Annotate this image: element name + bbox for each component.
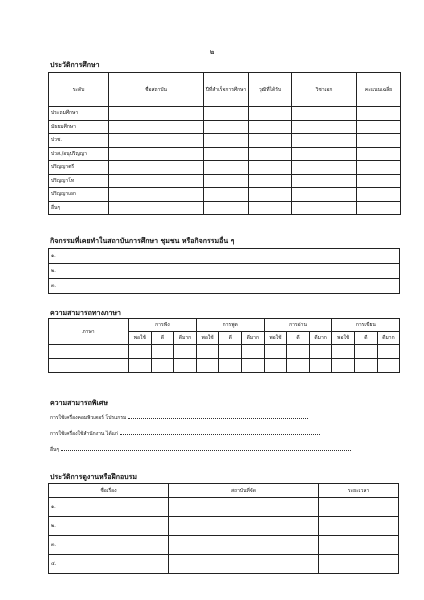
training-number: ๓.	[51, 542, 57, 548]
lang-cell[interactable]	[129, 359, 152, 373]
edu-row	[49, 161, 401, 175]
lang-cell[interactable]	[264, 359, 287, 373]
edu-cell[interactable]	[109, 188, 204, 202]
lang-skill-listening: การฟัง	[129, 319, 197, 332]
edu-cell[interactable]	[357, 107, 401, 121]
lang-level-header: ดีมาก	[377, 332, 400, 345]
edu-header-year: ปีที่สำเร็จการศึกษา	[204, 73, 249, 107]
edu-cell[interactable]	[292, 161, 357, 175]
edu-cell[interactable]	[204, 188, 249, 202]
lang-level-header: พอใช้	[196, 332, 219, 345]
activities-table	[48, 248, 400, 294]
edu-cell[interactable]	[292, 134, 357, 148]
train-header-duration: ระยะเวลา	[319, 484, 399, 498]
edu-row	[49, 188, 401, 202]
special-line-label: อื่นๆ	[50, 447, 60, 453]
edu-cell[interactable]	[109, 134, 204, 148]
activity-number: ๑.	[51, 253, 56, 259]
training-organizer-cell[interactable]	[169, 555, 319, 574]
training-organizer-cell[interactable]	[169, 536, 319, 555]
lang-cell[interactable]	[242, 345, 265, 359]
edu-level-label: ปริญญาตรี	[49, 161, 109, 175]
edu-header-level: ระดับ	[49, 73, 109, 107]
edu-cell[interactable]	[249, 107, 292, 121]
lang-skill-writing: การเขียน	[332, 319, 400, 332]
training-duration-cell[interactable]	[319, 536, 399, 555]
activity-cell[interactable]	[49, 279, 400, 294]
edu-row	[49, 107, 401, 121]
page-number: ๒	[209, 48, 215, 56]
edu-cell[interactable]	[109, 201, 204, 215]
training-topic-cell[interactable]	[49, 555, 169, 574]
training-topic-cell[interactable]	[49, 498, 169, 517]
edu-level-label: ปริญญาโท	[49, 174, 109, 188]
edu-row	[49, 134, 401, 148]
education-section-title: ประวัติการศึกษา	[50, 61, 100, 69]
lang-level-header: ดีมาก	[242, 332, 265, 345]
edu-cell[interactable]	[249, 120, 292, 134]
lang-level-header: พอใช้	[129, 332, 152, 345]
edu-cell[interactable]	[249, 134, 292, 148]
lang-cell[interactable]	[377, 345, 400, 359]
edu-cell[interactable]	[249, 188, 292, 202]
training-row	[49, 517, 399, 536]
lang-cell[interactable]	[377, 359, 400, 373]
edu-level-label: มัธยมศึกษา	[49, 120, 109, 134]
edu-cell[interactable]	[204, 161, 249, 175]
lang-cell[interactable]	[174, 345, 197, 359]
edu-level-label: อื่นๆ	[49, 201, 109, 215]
train-header-organizer: สถาบันที่จัด	[169, 484, 319, 498]
lang-level-header: ดี	[355, 332, 378, 345]
lang-row	[49, 345, 400, 359]
lang-header-language: ภาษา	[49, 319, 129, 345]
training-number: ๔.	[51, 561, 57, 567]
activity-row	[49, 249, 400, 264]
edu-cell[interactable]	[357, 188, 401, 202]
training-table	[48, 483, 399, 574]
edu-cell[interactable]	[292, 120, 357, 134]
edu-cell[interactable]	[357, 161, 401, 175]
edu-cell[interactable]	[109, 147, 204, 161]
training-organizer-cell[interactable]	[169, 498, 319, 517]
edu-cell[interactable]	[292, 147, 357, 161]
edu-cell[interactable]	[357, 147, 401, 161]
activity-number: ๒.	[51, 268, 56, 274]
training-duration-cell[interactable]	[319, 517, 399, 536]
training-number: ๑.	[51, 504, 56, 510]
edu-cell[interactable]	[204, 174, 249, 188]
lang-level-header: ดีมาก	[174, 332, 197, 345]
lang-cell[interactable]	[196, 359, 219, 373]
special-line-blank[interactable]	[120, 430, 320, 435]
edu-header-degree: วุฒิที่ได้รับ	[249, 73, 292, 107]
training-duration-cell[interactable]	[319, 498, 399, 517]
lang-level-header: ดี	[151, 332, 174, 345]
lang-cell[interactable]	[49, 345, 129, 359]
edu-cell[interactable]	[204, 201, 249, 215]
edu-cell[interactable]	[357, 201, 401, 215]
lang-cell[interactable]	[219, 359, 242, 373]
edu-cell[interactable]	[204, 134, 249, 148]
lang-cell[interactable]	[309, 359, 332, 373]
training-section-title: ประวัติการดูงานหรือฝึกอบรม	[50, 473, 137, 481]
edu-cell[interactable]	[109, 107, 204, 121]
lang-level-header: ดี	[287, 332, 310, 345]
lang-level-header: พอใช้	[332, 332, 355, 345]
special-line	[50, 446, 351, 454]
edu-cell[interactable]	[109, 174, 204, 188]
edu-cell[interactable]	[249, 201, 292, 215]
training-row	[49, 555, 399, 574]
edu-level-label: ประถมศึกษา	[49, 107, 109, 121]
activity-row	[49, 264, 400, 279]
lang-skill-reading: การอ่าน	[264, 319, 332, 332]
edu-cell[interactable]	[357, 134, 401, 148]
language-table	[48, 318, 400, 373]
activity-cell[interactable]	[49, 249, 400, 264]
education-table	[48, 72, 401, 215]
lang-cell[interactable]	[49, 359, 129, 373]
training-organizer-cell[interactable]	[169, 517, 319, 536]
lang-cell[interactable]	[174, 359, 197, 373]
edu-header-major: วิชาเอก	[292, 73, 357, 107]
activity-row	[49, 279, 400, 294]
lang-level-header: พอใช้	[264, 332, 287, 345]
lang-cell[interactable]	[151, 345, 174, 359]
special-line-label: การใช้เครื่องคอมพิวเตอร์ โปรแกรม	[50, 415, 127, 421]
edu-cell[interactable]	[292, 188, 357, 202]
training-row	[49, 498, 399, 517]
lang-cell[interactable]	[219, 345, 242, 359]
training-number: ๒.	[51, 523, 56, 529]
lang-level-header: ดีมาก	[309, 332, 332, 345]
lang-cell[interactable]	[264, 345, 287, 359]
lang-skill-speaking: การพูด	[196, 319, 264, 332]
edu-cell[interactable]	[292, 107, 357, 121]
edu-row	[49, 147, 401, 161]
edu-row	[49, 174, 401, 188]
training-topic-cell[interactable]	[49, 536, 169, 555]
special-line	[50, 430, 320, 438]
activities-section-title: กิจกรรมที่เคยทำในสถาบันการศึกษา ชุมชน หรือกิจกรรมอื่น ๆ	[50, 237, 235, 245]
edu-cell[interactable]	[204, 107, 249, 121]
lang-cell[interactable]	[129, 345, 152, 359]
special-section-title: ความสามารถพิเศษ	[50, 399, 108, 407]
edu-level-label: ปริญญาเอก	[49, 188, 109, 202]
edu-cell[interactable]	[249, 147, 292, 161]
edu-cell[interactable]	[249, 161, 292, 175]
edu-cell[interactable]	[204, 147, 249, 161]
edu-header-institution: ชื่อสถาบัน	[109, 73, 204, 107]
lang-cell[interactable]	[151, 359, 174, 373]
edu-cell[interactable]	[204, 120, 249, 134]
special-line-blank[interactable]	[61, 446, 351, 451]
edu-row	[49, 201, 401, 215]
lang-cell[interactable]	[332, 359, 355, 373]
special-line-blank[interactable]	[128, 414, 308, 419]
lang-cell[interactable]	[287, 345, 310, 359]
lang-cell[interactable]	[355, 345, 378, 359]
lang-cell[interactable]	[332, 345, 355, 359]
special-line-label: การใช้เครื่องใช้สำนักงาน ได้แก่	[50, 431, 118, 437]
lang-cell[interactable]	[309, 345, 332, 359]
special-line	[50, 414, 308, 422]
lang-cell[interactable]	[355, 359, 378, 373]
lang-level-header: ดี	[219, 332, 242, 345]
edu-cell[interactable]	[109, 161, 204, 175]
edu-cell[interactable]	[292, 201, 357, 215]
edu-level-label: ปวส./อนุปริญญา	[49, 147, 109, 161]
edu-cell[interactable]	[109, 120, 204, 134]
lang-cell[interactable]	[287, 359, 310, 373]
edu-cell[interactable]	[292, 174, 357, 188]
edu-cell[interactable]	[357, 120, 401, 134]
lang-cell[interactable]	[196, 345, 219, 359]
training-duration-cell[interactable]	[319, 555, 399, 574]
activity-cell[interactable]	[49, 264, 400, 279]
edu-level-label: ปวช.	[49, 134, 109, 148]
edu-cell[interactable]	[357, 174, 401, 188]
lang-cell[interactable]	[242, 359, 265, 373]
training-row	[49, 536, 399, 555]
training-topic-cell[interactable]	[49, 517, 169, 536]
edu-row	[49, 120, 401, 134]
activity-number: ๓.	[51, 283, 57, 289]
edu-cell[interactable]	[249, 174, 292, 188]
lang-row	[49, 359, 400, 373]
train-header-topic: ชื่อเรื่อง	[49, 484, 169, 498]
edu-header-gpa: คะแนนเฉลี่ย	[357, 73, 401, 107]
language-section-title: ความสามารถทางภาษา	[50, 309, 121, 317]
